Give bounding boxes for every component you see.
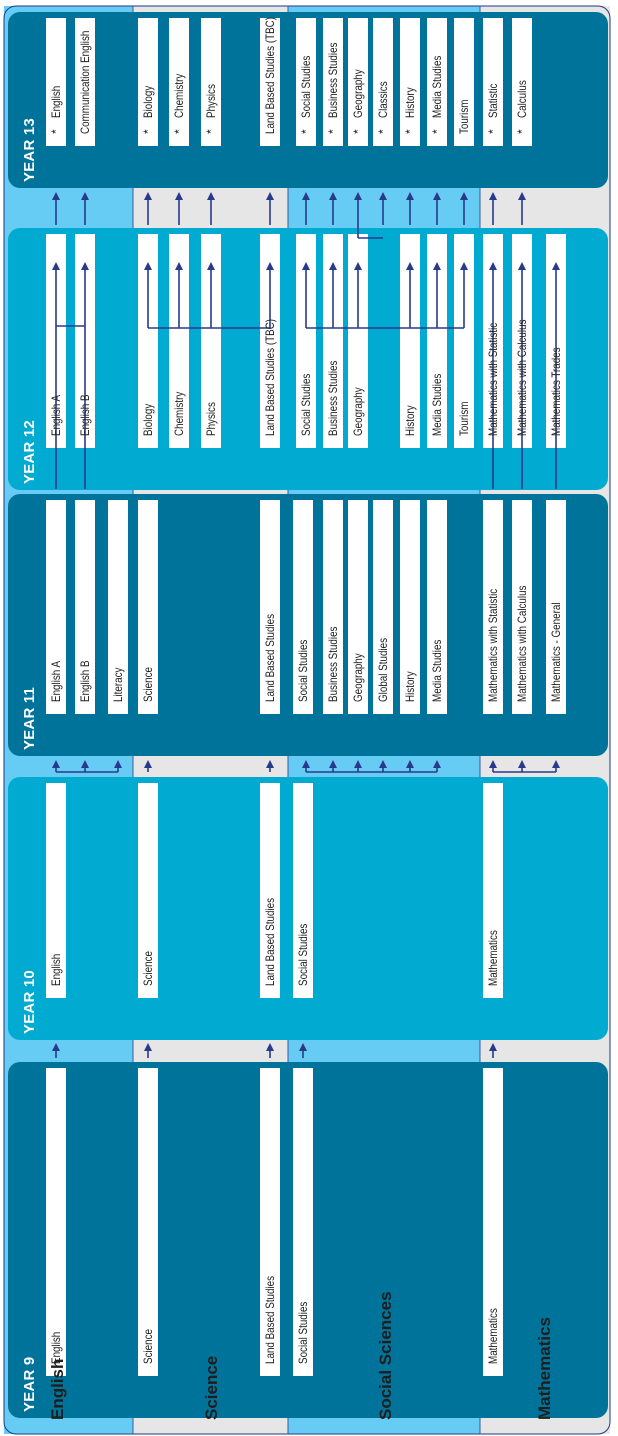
subject-label-2-11: Mathematics with Statistic [486, 588, 500, 702]
year-header-3: YEAR 12 [21, 420, 38, 484]
subject-label-0-4: Mathematics [486, 1308, 500, 1364]
subject-label-2-12: Mathematics with Calculus [515, 585, 529, 702]
subject-label-2-5: Social Studies [296, 639, 310, 702]
subject-label-4-12: Tourism [457, 99, 471, 134]
subject-label-2-9: History [403, 671, 417, 702]
subject-label-3-4: Physics [204, 402, 218, 436]
subject-label-2-0: English A [49, 660, 63, 702]
subject-label-1-4: Mathematics [486, 930, 500, 986]
subject-label-4-8: Geography [351, 69, 365, 118]
core-marker-4-3: * [172, 129, 186, 134]
subject-label-1-2: Land Based Studies [263, 897, 277, 986]
subject-label-3-3: Chemistry [172, 391, 186, 436]
subject-label-2-2: Literacy [111, 667, 125, 702]
year-header-1: YEAR 10 [21, 970, 38, 1034]
year-header-2: YEAR 11 [21, 686, 38, 750]
core-marker-4-0: * [49, 129, 63, 134]
subject-label-4-1: Communication English [78, 30, 92, 134]
subject-label-4-11: Media Studies [430, 55, 444, 118]
subject-label-4-5: Land Based Studies (TBC) [263, 16, 277, 134]
core-marker-4-11: * [430, 129, 444, 134]
subject-label-3-6: Social Studies [299, 373, 313, 436]
area-label-social-sciences: Social Sciences [376, 1291, 395, 1420]
subject-label-2-13: Mathematics - General [549, 602, 563, 702]
subject-label-4-3: Chemistry [172, 73, 186, 118]
subject-label-4-7: Business Studies [326, 42, 340, 118]
subject-label-4-2: Biology [141, 85, 155, 118]
subject-label-2-8: Global Studies [376, 638, 390, 702]
core-marker-4-6: * [299, 129, 313, 134]
subject-label-3-12: Mathematics with Statistic [486, 322, 500, 436]
subject-label-0-1: Science [141, 1328, 155, 1364]
subject-label-4-0: English [49, 85, 63, 118]
area-label-science: Science [202, 1355, 221, 1420]
subject-label-1-1: Science [141, 950, 155, 986]
subject-label-4-13: Statistic [486, 83, 500, 118]
subject-label-2-7: Geography [351, 653, 365, 702]
subject-label-3-8: Geography [351, 387, 365, 436]
subject-label-2-10: Media Studies [430, 639, 444, 702]
area-label-english: English [48, 1358, 67, 1420]
subject-label-3-9: History [403, 405, 417, 436]
core-marker-4-13: * [486, 129, 500, 134]
core-marker-4-9: * [376, 129, 390, 134]
subject-label-3-7: Business Studies [326, 360, 340, 436]
subject-label-1-0: English [49, 953, 63, 986]
subject-label-3-1: English B [78, 394, 92, 436]
subject-label-0-0: English [49, 1331, 63, 1364]
subject-label-4-10: History [403, 87, 417, 118]
subject-label-4-4: Physics [204, 84, 218, 118]
subject-label-3-14: Mathematics Trades [549, 347, 563, 436]
core-marker-4-2: * [141, 129, 155, 134]
subject-label-3-10: Media Studies [430, 373, 444, 436]
year-header-4: YEAR 13 [21, 118, 38, 182]
subject-label-2-4: Land Based Studies [263, 613, 277, 702]
subject-label-2-3: Science [141, 666, 155, 702]
subject-label-3-2: Biology [141, 403, 155, 436]
core-marker-4-4: * [204, 129, 218, 134]
core-marker-4-10: * [403, 129, 417, 134]
subject-label-4-6: Social Studies [299, 55, 313, 118]
year-header-0: YEAR 9 [21, 1356, 38, 1412]
area-label-mathematics: Mathematics [535, 1317, 554, 1420]
subject-label-3-5: Land Based Studies (TBC) [263, 318, 277, 436]
subject-label-3-11: Tourism [457, 401, 471, 436]
subject-label-1-3: Social Studies [296, 923, 310, 986]
core-marker-4-7: * [326, 129, 340, 134]
subject-label-3-0: English A [49, 394, 63, 436]
subject-label-4-9: Classics [376, 81, 390, 118]
subject-label-2-6: Business Studies [326, 626, 340, 702]
subject-label-0-3: Social Studies [296, 1301, 310, 1364]
subject-label-2-1: English B [78, 660, 92, 702]
subject-label-3-13: Mathematics with Calculus [515, 319, 529, 436]
subject-label-4-14: Calculus [515, 80, 529, 118]
subject-label-0-2: Land Based Studies [263, 1275, 277, 1364]
core-marker-4-8: * [351, 129, 365, 134]
core-marker-4-14: * [515, 129, 529, 134]
